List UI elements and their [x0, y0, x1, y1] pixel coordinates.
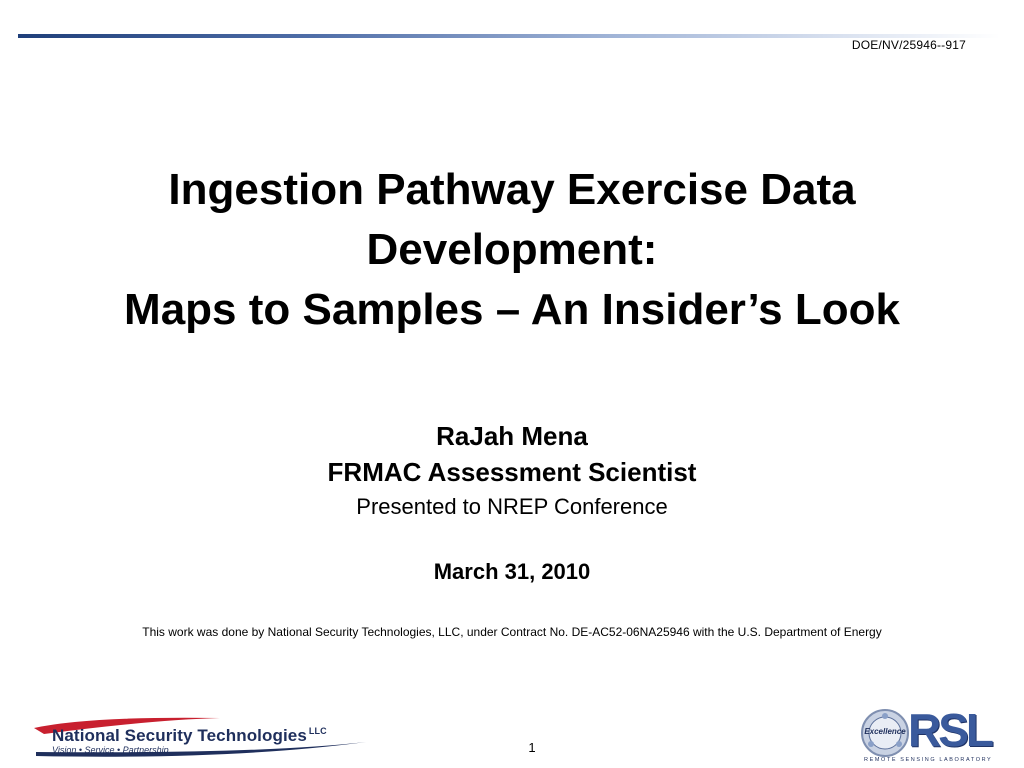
presenter-name: RaJah Mena: [436, 421, 588, 451]
presenter-venue: Presented to NREP Conference: [356, 494, 668, 519]
rsl-seal-text: Excellence: [864, 727, 906, 736]
nstec-suffix: LLC: [308, 726, 327, 736]
title-line-3: Maps to Samples – An Insider’s Look: [124, 285, 900, 334]
document-number: DOE/NV/25946--917: [851, 38, 966, 52]
nstec-tagline: Vision • Service • Partnership: [52, 745, 169, 755]
presenter-block: [0, 418, 1024, 524]
nstec-name-text: National Security Technologies: [52, 726, 307, 745]
contract-disclaimer: This work was done by National Security Technologies, LLC, under Contract No. DE-AC52-06NA25946 with the U.S. Department of Energy: [142, 625, 882, 639]
title-line-2: Development:: [366, 225, 658, 274]
rsl-logo: [858, 704, 998, 766]
presentation-date: March 31, 2010: [433, 559, 591, 584]
title-line-1: Ingestion Pathway Exercise Data: [168, 165, 856, 214]
presenter-role: FRMAC Assessment Scientist: [327, 457, 697, 487]
page-number: 1: [528, 740, 536, 755]
slide-title: [0, 160, 1024, 340]
rsl-subtitle: REMOTE SENSING LABORATORY: [864, 757, 993, 763]
rsl-letters: RSL: [908, 704, 991, 756]
